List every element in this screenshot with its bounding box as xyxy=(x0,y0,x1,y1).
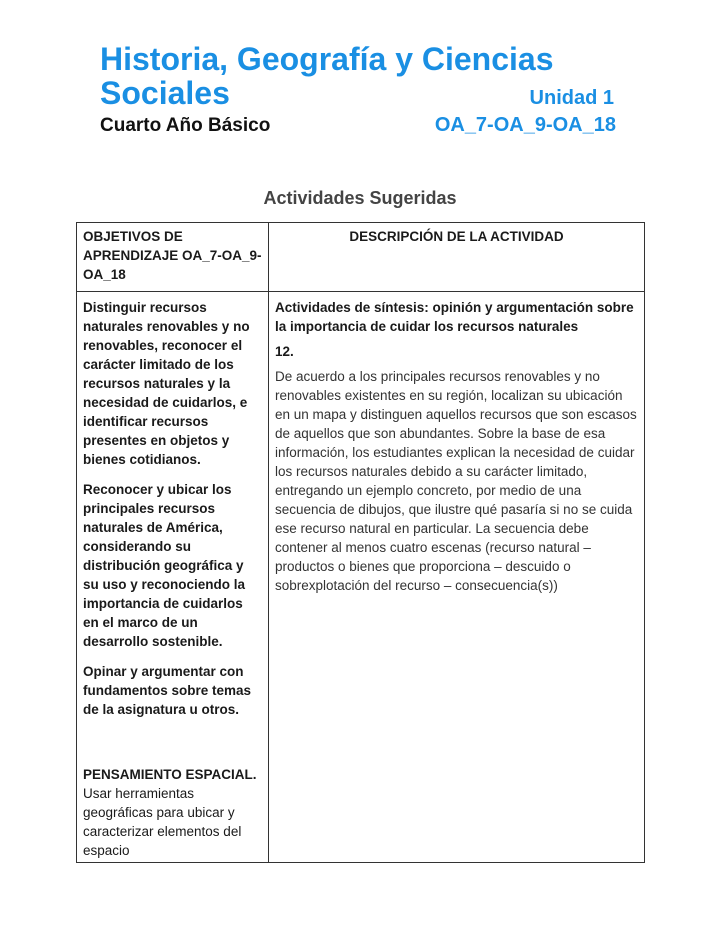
grade-label: Cuarto Año Básico xyxy=(100,115,271,136)
thinking-skill-title: PENSAMIENTO ESPACIAL. xyxy=(83,767,257,782)
activity-number: 12. xyxy=(275,344,294,359)
thinking-skill-text: Usar herramientas geográficas para ubicar y caracterizar elementos del espacio xyxy=(83,786,242,858)
thinking-skill xyxy=(83,765,262,860)
section-title: Actividades Sugeridas xyxy=(263,188,457,208)
table-row xyxy=(77,292,645,863)
title-row-3 xyxy=(100,114,620,137)
oa-codes-label: OA_7-OA_9-OA_18 xyxy=(434,114,616,136)
description-header: DESCRIPCIÓN DE LA ACTIVIDAD xyxy=(269,223,645,292)
title-row-2 xyxy=(100,76,620,110)
subject-title-line2: Sociales xyxy=(100,75,230,111)
objectives-header: OBJETIVOS DE APRENDIZAJE OA_7-OA_9-OA_18 xyxy=(77,223,269,292)
objective-item: Opinar y argumentar con fundamentos sobre temas de la asignatura u otros. xyxy=(83,664,252,717)
activity-description: De acuerdo a los principales recursos renovables y no renovables existentes en su región, localizan su ubicación en un mapa y distinguen aquellos recursos que son escasos de aquellos que son abundantes. Sobre la base de esa información, los estudiantes explican la necesidad de cuidar los recursos naturales debido a su carácter limitado, entregando un ejemplo concreto, por medio de una secuencia de dibujos, que ilustre qué pasaría si no se cuida ese recurso natural en particular. La secuencia debe contener al menos cuatro escenas (recurso natural – productos o bienes que proporciona – descuido o sobrexplotación del recurso – consecuencia(s)) xyxy=(275,369,637,593)
activity-title: Actividades de síntesis: opinión y argumentación sobre la importancia de cuidar los recursos naturales xyxy=(275,300,634,334)
document-header xyxy=(100,42,620,137)
unit-label: Unidad 1 xyxy=(529,87,614,109)
table-header-row xyxy=(77,223,645,292)
activity-cell xyxy=(269,292,645,863)
subject-title-line1: Historia, Geografía y Ciencias xyxy=(100,41,554,77)
activities-table xyxy=(76,222,645,863)
objective-item: Reconocer y ubicar los principales recursos naturales de América, considerando su distribución geográfica y su uso y reconociendo la importancia de cuidarlos en el marco de un desarrollo sostenible. xyxy=(83,482,246,649)
objective-item: Distinguir recursos naturales renovables y no renovables, reconocer el carácter limitado de los recursos naturales y la necesidad de cuidarlos, e identificar recursos presentes en objetos y bienes cotidianos. xyxy=(83,300,250,467)
objectives-cell xyxy=(77,292,269,863)
